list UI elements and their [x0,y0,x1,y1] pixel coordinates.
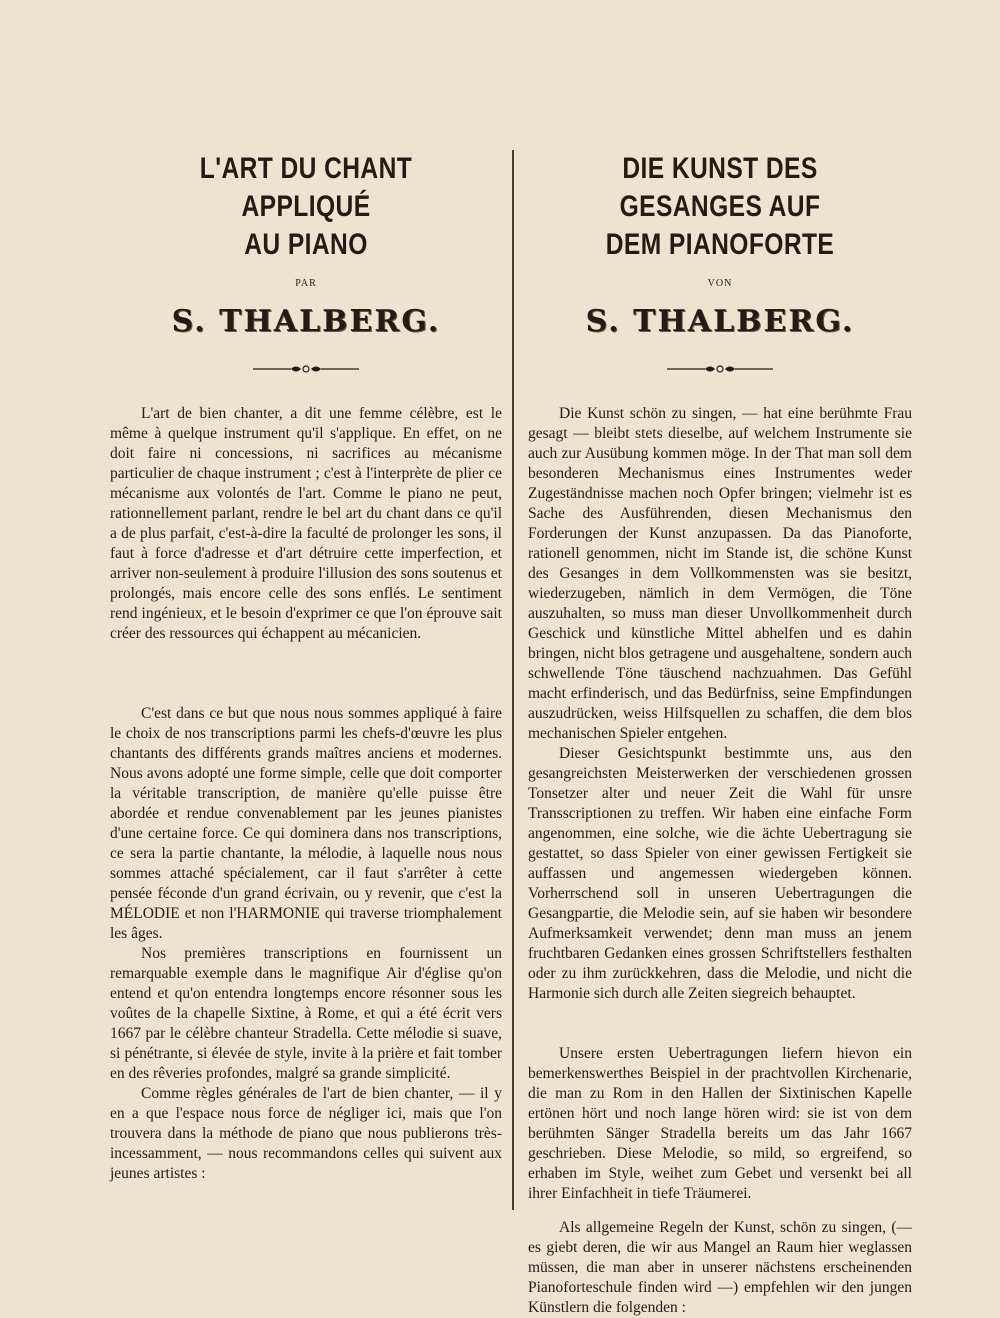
french-column [110,150,502,1184]
column-divider [512,150,514,1210]
german-title-line-2: DEM PIANOFORTE [605,228,835,261]
french-title-line-1: L'ART DU CHANT APPLIQUÉ [199,152,413,223]
german-paragraph-3: Unsere ersten Uebertragungen liefern hievon ein bemerkenswerthes Beispiel in der prachtvollen Kirchenarie, die man zu Rom in den Hallen der Sixtinischen Kapelle ertönen hört und noch lange hören wird: sie ist von dem berühmten Sänger Stradella bereits um das Jahr 1667 geschrieben. Diese Melodie, so mild, so ergreifend, so erhaben im Style, weihet zum Gebet und versenkt bei all ihrer Einfachheit in tiefe Träumerei. [528,1045,912,1202]
french-title-line-2: AU PIANO [244,228,368,261]
french-paragraph-4: Comme règles générales de l'art de bien chanter, — il y en a que l'espace nous force de négliger ici, mais que l'on trouvera dans la méthode de piano que nous publierons très-incessamment, — nous recommandons celles qui suivent aux jeunes artistes : [110,1085,502,1182]
german-body [528,404,912,1318]
german-title-line-1: DIE KUNST DES GESANGES AUF [619,152,821,223]
german-paragraph-1: Die Kunst schön zu singen, — hat eine berühmte Frau gesagt — bleibt stets dieselbe, auf welchem Instrumente sie auch zur Ausübung kommen möge. In der That man soll dem besonderen Mechanismus eines Instrumentes weder Zugeständnisse machen noch Opfer bringen; vielmehr ist es Sache des Ausführenden, diesen Mechanismus den Forderungen der Kunst anzupassen. Da das Pianoforte, rationell genommen, nicht im Stande ist, die schöne Kunst des Gesanges in dem Vollkommensten was sie besitzt, wiederzugeben, nämlich in dem Vermögen, die Töne auszuhalten, so muss man dieser Unvollkommenheit durch Geschick und künstliche Mittel abhelfen und es dahin bringen, nicht blos getragene und ausgehaltene, sondern auch schwellende Töne täuschend nachzuahmen. Das Gefühl macht erfinderisch, und das Bedürfniss, seine Empfindungen auszudrücken, weiss Hilfsquellen zu schaffen, die dem blos mechanischen Spieler entgehen. [528,405,912,742]
french-paragraph-2: C'est dans ce but que nous nous sommes appliqué à faire le choix de nos transcriptions parmi les chefs-d'œuvre les plus chantants des différents grands maîtres anciens et modernes. Nous avons adopté une forme simple, celle que doit comporter la véritable transcription, de manière qu'elle puisse être abordée et rendue convenablement par les jeunes pianistes d'une certaine force. Ce qui dominera dans nos transcriptions, ce sera la partie chantante, la mélodie, à laquelle nous nous sommes attaché spécialement, car il faut s'arrêter à cette pensée féconde d'un grand écrivain, ou y revenir, que c'est la MÉLODIE et non l'HARMONIE qui traverse triomphalement les âges. [110,705,502,942]
french-author-name: S. THALBERG. [171,304,441,339]
german-by-label: VON [707,278,733,289]
german-author-name: S. THALBERG. [585,304,855,339]
fleuron-icon [528,362,912,376]
french-by-label: PAR [295,278,317,289]
fleuron-icon [110,362,502,376]
french-paragraph-3: Nos premières transcriptions en fournissent un remarquable exemple dans le magnifique Air d'église qu'on entend et qu'on entendra longtemps encore résonner sous les voûtes de la chapelle Sixtine, à Rome, et qui a été écrit vers 1667 par le célèbre chanteur Stradella. Cette mélodie si suave, si pénétrante, si élevée de style, invite à la prière et fait tomber en des rêveries profondes, malgré sa grande simplicité. [110,945,502,1082]
german-paragraph-2: Dieser Gesichtspunkt bestimmte uns, aus den gesangreichsten Meisterwerken der verschiedenen grossen Tonsetzer alter und neuer Zeit die Wahl für unsre Transscriptionen zu treffen. Wir haben eine einfache Form angenommen, eine solche, wie die ächte Uebertragung sie gestattet, so dass Spieler von einer gewissen Fertigkeit sie auffassen und angemessen wiedergeben können. Vorherrschend soll in unseren Uebertragungen die Gesangpartie, die Melodie sein, auf sie haben wir besondere Aufmerksamkeit verwendet; denn man muss an jenem fruchtbaren Gedanken eines grossen Schriftstellers festhalten oder zu ihm zurückkehren, dass die Melodie, und nicht die Harmonie sich durch alle Zeiten siegreich behauptet. [528,745,912,1002]
french-body [110,404,502,1184]
french-paragraph-1: L'art de bien chanter, a dit une femme célèbre, est le même à quelque instrument qu'il s'applique. En effet, on ne doit faire ni concessions, ni sacrifices au mécanisme particulier de chaque instrument ; c'est à l'interprète de plier ce mécanisme aux volontés de l'art. Comme le piano ne peut, rationnellement parlant, rendre le bel art du chant dans ce qu'il a de plus parfait, c'est-à-dire la faculté de prolonger les sons, il faut à force d'adresse et d'art détruire cette imperfection, et arriver non-seulement à produire l'illusion des sons soutenus et prolongés, mais encore celle des sons enflés. Le sentiment rend ingénieux, et le besoin d'exprimer ce que l'on éprouve sait créer des ressources qui échappent au mécanicien. [110,405,502,642]
german-column [528,150,912,1318]
german-paragraph-4: Als allgemeine Regeln der Kunst, schön zu singen, (— es giebt deren, die wir aus Mangel an Raum hier weglassen müssen, die man aber in unserer nächstens erscheinenden Pianoforteschule finden wird —) empfehlen wir den jungen Künstlern die folgenden : [528,1219,912,1316]
